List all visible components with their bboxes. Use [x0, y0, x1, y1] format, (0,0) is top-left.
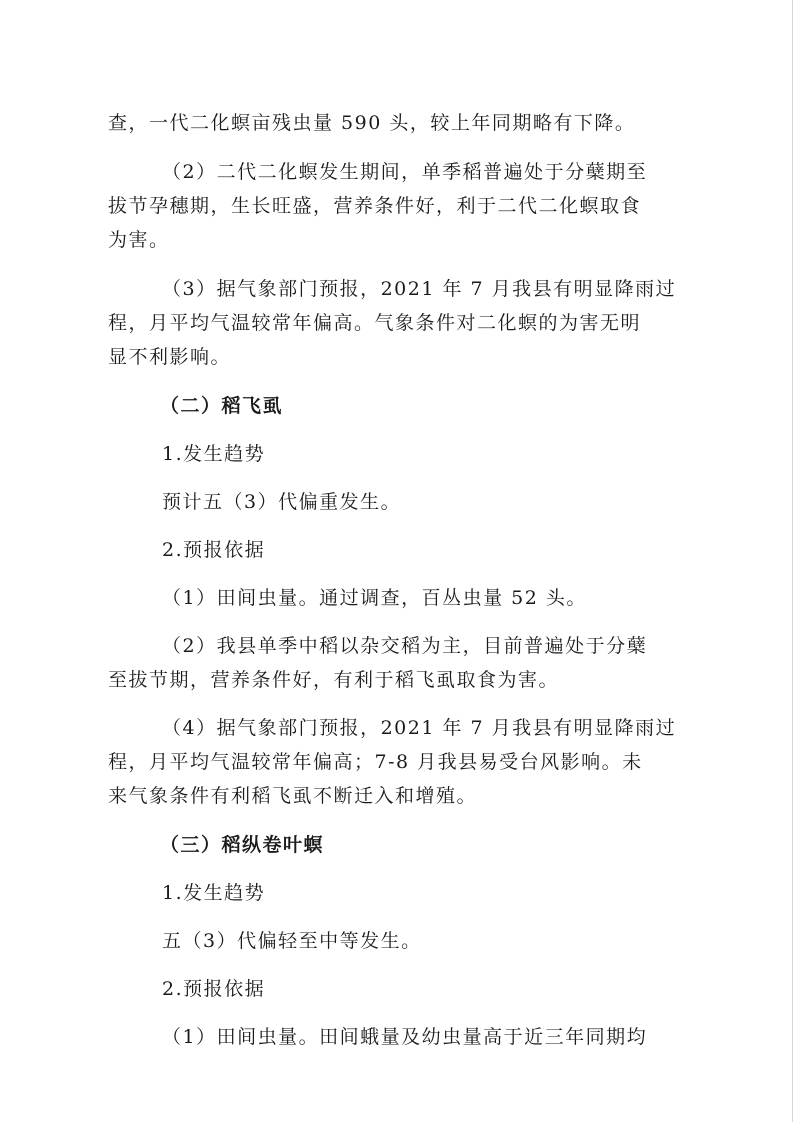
section-heading: （二）稻飞虱 — [160, 395, 284, 417]
text-line: （1）田间虫量。田间蛾量及幼虫量高于近三年同期均 — [162, 1026, 648, 1048]
text-line: （1）田间虫量。通过调查，百丛虫量 52 头。 — [162, 587, 587, 609]
subheading: 1.发生趋势 — [162, 443, 266, 465]
subheading: 2.预报依据 — [162, 539, 266, 561]
text-line: 程，月平均气温较常年偏高；7-8 月我县易受台风影响。未 — [108, 751, 643, 773]
subheading: 2.预报依据 — [162, 978, 266, 1000]
text-line: 五（3）代偏轻至中等发生。 — [162, 930, 422, 952]
text-line: （4）据气象部门预报，2021 年 7 月我县有明显降雨过 — [162, 717, 677, 739]
text-line: （3）据气象部门预报，2021 年 7 月我县有明显降雨过 — [162, 278, 677, 300]
text-line: 显不利影响。 — [108, 346, 232, 368]
text-line: （2）我县单季中稻以杂交稻为主，目前普遍处于分蘖 — [162, 635, 648, 657]
text-line: （2）二代二化螟发生期间，单季稻普遍处于分蘖期至 — [162, 161, 648, 183]
text-line: 拔节孕穗期，生长旺盛，营养条件好，利于二代二化螟取食 — [108, 195, 642, 217]
text-line: 程，月平均气温较常年偏高。气象条件对二化螟的为害无明 — [108, 312, 642, 334]
section-heading: （三）稻纵卷叶螟 — [160, 834, 325, 856]
text-line: 来气象条件有利稻飞虱不断迁入和增殖。 — [108, 785, 478, 807]
text-line: 预计五（3）代偏重发生。 — [162, 491, 402, 513]
text-line: 至拔节期，营养条件好，有利于稻飞虱取食为害。 — [108, 669, 560, 691]
text-line: 查，一代二化螟亩残虫量 590 头，较上年同期略有下降。 — [108, 112, 636, 134]
text-line: 为害。 — [108, 229, 170, 251]
subheading: 1.发生趋势 — [162, 882, 266, 904]
